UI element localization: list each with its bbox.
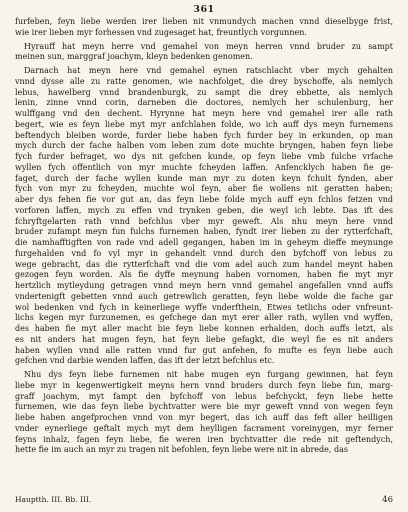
text-line: furfeben, feyn liebe werden irer lieben nit vnmundych machen vnnd dieselbyge frist, bbox=[15, 17, 393, 26]
page-footer bbox=[15, 495, 393, 507]
page-number: 361 bbox=[193, 4, 215, 15]
text-line: graff joachym, myt fampt den byfchoff von lebus befchyckt, feyn liebe hette bbox=[15, 391, 393, 401]
text-line: faget, durch der fache wyllen kunde man myr zu doten keyn fchult fynden, aber bbox=[15, 173, 393, 183]
text-line: gezogen feyn worden. Als fie dyffe meynung haben vornomen, haben fie myt myr bbox=[15, 270, 393, 280]
text-line: wyllen fych offentlich von myr muchte fcheyden laffen. Anfencklych haben fie ge- bbox=[15, 162, 393, 172]
text-line: Hyrauff hat meyn herre vnd gemahel von meyn herren vnnd bruder zu sampt bbox=[24, 41, 393, 51]
text-line: Darnach hat meyn here vnd gemahel eynen ratschlacht vber mych gehalten bbox=[24, 66, 393, 75]
signature-mark: Hauptth. III. Bb. III. bbox=[15, 495, 92, 504]
text-line: lenin, zinne vnnd corin, darneben die doctores, nemlych her schulenburg, her bbox=[15, 98, 393, 108]
text-line: furnemen, wie das feyn liebe bychtvatter were bie myr geweft vnnd von wegen feyn bbox=[15, 402, 393, 412]
text-line: lichs kegen myr furzunemen, es gefchege dan myt erer aller rath, wyllen vnd wyffen, bbox=[15, 313, 393, 323]
text-line: feyns inhalz, fagen feyn liebe, fie weren iren bychtvatter die rede nit geftendych, bbox=[15, 434, 393, 444]
text-line: mych durch der fache halben vom leben zum dote muchte bryngen, haben feyn liebe bbox=[15, 141, 393, 151]
text-line: beftendych bleiben worde, furder liebe haben fych furder bey in erkunden, op man bbox=[15, 130, 393, 140]
text-line: begert, wie es feyn liebe myt myr anfchlahen folde, wo ich auff dys meyn furnemens bbox=[15, 119, 393, 129]
text-line: wulffgang vnd den dechent. Hyrynne hat meyn here vnd gemahel irer alle rath bbox=[15, 109, 393, 118]
page-body bbox=[15, 17, 393, 456]
text-line: vorforen laffen, mych zu effen vnd trynken geben, die weyl ich lebte. Das ift des bbox=[15, 205, 393, 215]
text-line: vnnd dysse alle zu ratte genomen, wie nachfolget, die drey byschoffe, als nemlych bbox=[15, 76, 393, 86]
text-line: des haben fie myt aller macht bie feyn liebe konnen erhalden, doch auffs letzt, als bbox=[15, 324, 393, 333]
text-line: lebus, hawelberg vnnd brandenburgk, zu sampt die drey ebbette, als nemlych bbox=[15, 87, 393, 97]
text-line: haben wyllen vnnd alle ratten vnnd fur gut anfehen, fo mufte es feyn liebe auch bbox=[15, 345, 393, 355]
text-line: fych furder befraget, wo dys nit gefchen kunde, op feyn liebe vmb fulche vrfache bbox=[15, 152, 393, 161]
text-line: furgehalden vnd fo vyl myr in gehandelt vnnd durch den byfchoff von lebus zu bbox=[15, 248, 393, 258]
text-line: vnder eynerliege geftalt mych myt dem heylligen facrament voreinygen, myr ferner bbox=[15, 423, 393, 433]
text-line: wege gebracht, das die rytterfchaft vnd die vom adel auch zum handel meynt haben bbox=[15, 259, 393, 269]
text-line: fchryftgelarten rath vnnd befchlus vber myr geweft. Als nhu meyn here vnnd bbox=[15, 216, 393, 226]
text-line: aber dys fehen fie vor gut an, das feyn liebe folde mych auff eyn fchlos fetzen vnd bbox=[15, 195, 393, 204]
text-line: liebe myr in kegenwertigkeit meyns hern vnnd bruders durch feyn liebe fun, marg- bbox=[15, 380, 393, 390]
text-line: hette fie im auch an myr zu tragen nit befohlen, feyn liebe were nit in abrede, das bbox=[15, 445, 348, 455]
text-line: liebe haben angefprochen vnnd von myr begert, das ich auff das feft aller heilligen bbox=[15, 413, 393, 422]
text-line: hertzlich mytleydung getragen vnnd meyn hern vnnd gemahel angefallen vnnd auffs bbox=[15, 281, 393, 290]
text-line: wie irer lieben myr forhessen vnd zugesaget hat, freuntlych vorgunnen. bbox=[15, 27, 307, 37]
text-line: es nit anders hat mugen feyn, hat feyn liebe gefagkt, die weyl fie es nit anders bbox=[15, 334, 393, 344]
sheet-number: 46 bbox=[382, 495, 393, 505]
text-line: die namhafftigften von rade vnd adell gegangen, haben im in geheym dieffe meynunge bbox=[15, 238, 393, 247]
text-line: vndertenigft gebetten vnnd auch getrewlich geratten, feyn liebe wolde die fache gar bbox=[15, 291, 393, 301]
text-line: wol bedenken vnd fych in keinerliege wyffe vnderfthein, Etwes tetlichs oder vnfreunt- bbox=[15, 302, 393, 312]
text-line: meinen sun, marggraf joachym, kleyn bedenken genomen. bbox=[15, 52, 253, 62]
text-line: bruder zufampt meyn fun fulchs furnemen haben, fyndt irer lieben zu der rytterfchaft, bbox=[15, 227, 393, 237]
text-line: fych von myr zu fcheyden, muchte wol feyn, aber fie wollens nit geratten haben; bbox=[15, 184, 393, 194]
text-line: gefchen vnd darbie wenden laffen, das ift der letzt befchlus etc. bbox=[15, 356, 275, 366]
text-line: Nhu dys feyn liebe furnemen nit habe mugen eyn furgang gewinnen, hat feyn bbox=[24, 370, 393, 379]
